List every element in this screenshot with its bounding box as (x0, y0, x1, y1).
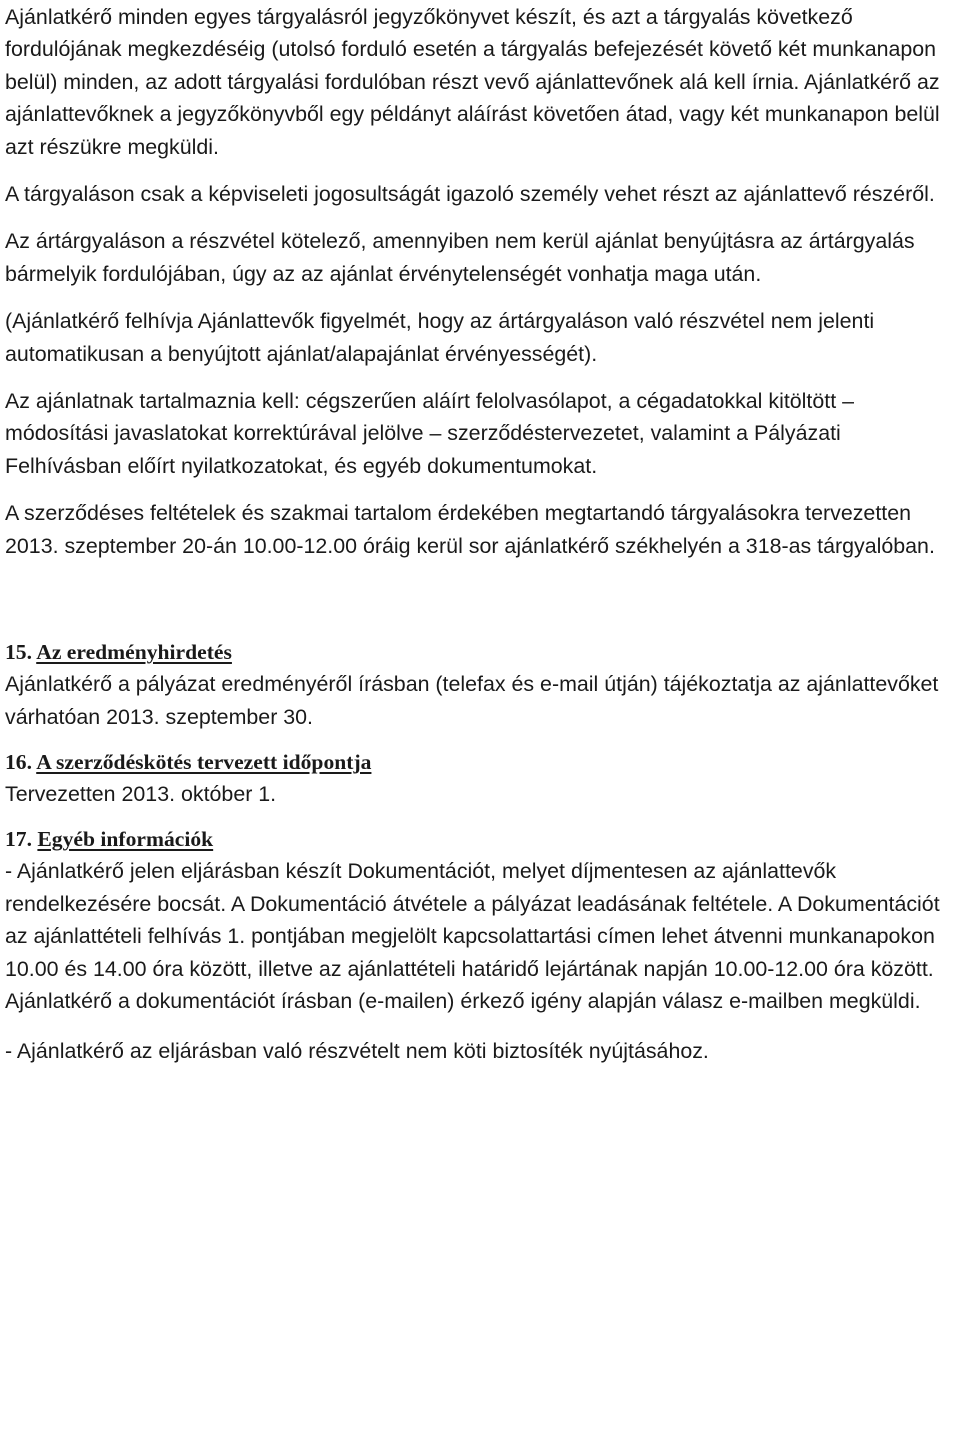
paragraph-representation: A tárgyaláson csak a képviseleti jogosultságát igazoló személy vehet részt az ajánlattevő részéről. (5, 182, 935, 207)
section-body: - Ajánlatkérő az eljárásban való részvételt nem köti biztosíték nyújtásához. (5, 1039, 709, 1064)
section-title: Az eredményhirdetés (36, 640, 232, 665)
section-heading (5, 637, 955, 668)
document-page (5, 1, 955, 1068)
section-number: 16. (5, 749, 32, 774)
spacer (5, 810, 955, 824)
section-number: 17. (5, 827, 32, 852)
section-title: A szerződéskötés tervezett időpontja (36, 749, 372, 774)
paragraph-minutes: Ajánlatkérő minden egyes tárgyalásról jegyzőkönyvet készít, és azt a tárgyalás következő fordulójának megkezdéséig (utolsó forduló esetén a tárgyalás befejezését követő két munkanapon belül) minden, az adott tárgyalási fordulóban részt vevő ajánlattevőnek alá kell írnia. Ajánlatkérő az ajánlattevőknek a jegyzőkönyvből egy példányt aláírást követően átad, vagy két munkanapon belül azt részükre megküldi. (5, 5, 940, 159)
section-17 (5, 824, 955, 1067)
spacer (5, 562, 955, 637)
spacer (5, 733, 955, 747)
section-title: Egyéb információk (37, 827, 214, 852)
section-body: - Ajánlatkérő jelen eljárásban készít Dokumentációt, melyet díjmentesen az ajánlattevők rendelkezésére bocsát. A Dokumentáció átvétele a pályázat leadásának feltétele. A Dokumentációt az ajánlattételi felhívás 1. pontjában megjelölt kapcsolattartási címen lehet átvenni munkanapokon 10.00 és 14.00 óra között, illetve az ajánlattételi határidő lejártának napján 10.00-12.00 óra között. Ajánlatkérő a dokumentációt írásban (e-mailen) érkező igény alapján válasz e-mailben megküldi. (5, 859, 940, 1013)
section-body: Tervezetten 2013. október 1. (5, 781, 277, 806)
paragraph-price-negotiation: Az ártárgyaláson a részvétel kötelező, amennyiben nem kerül ajánlat benyújtásra az ártárgyalás bármelyik fordulójában, úgy az az ajánlat érvénytelenségét vonhatja maga után. (5, 229, 915, 286)
section-heading (5, 747, 955, 778)
paragraph-negotiation-date: A szerződéses feltételek és szakmai tartalom érdekében megtartandó tárgyalásokra tervezetten 2013. szeptember 20-án 10.00-12.00 óráig kerül sor ajánlatkérő székhelyén a 318-as tárgyalóban. (5, 501, 935, 558)
paragraph-offer-contents: Az ajánlatnak tartalmaznia kell: cégszerűen aláírt felolvasólapot, a cégadatokkal kitöltött – módosítási javaslatokat korrektúrával jelölve – szerződéstervezetet, valamint a Pályázati Felhívásban előírt nyilatkozatokat, és egyéb dokumentumokat. (5, 389, 854, 478)
section-16 (5, 747, 955, 810)
section-body: Ajánlatkérő a pályázat eredményéről írásban (telefax és e-mail útján) tájékoztatja az ajánlattevőket várhatóan 2013. szeptember 30. (5, 672, 939, 729)
section-heading (5, 824, 955, 855)
section-number: 15. (5, 640, 32, 665)
paragraph-notice: (Ajánlatkérő felhívja Ajánlattevők figyelmét, hogy az ártárgyaláson való részvétel nem jelenti automatikusan a benyújtott ajánlat/alapajánlat érvényességét). (5, 309, 875, 366)
section-15 (5, 637, 955, 733)
